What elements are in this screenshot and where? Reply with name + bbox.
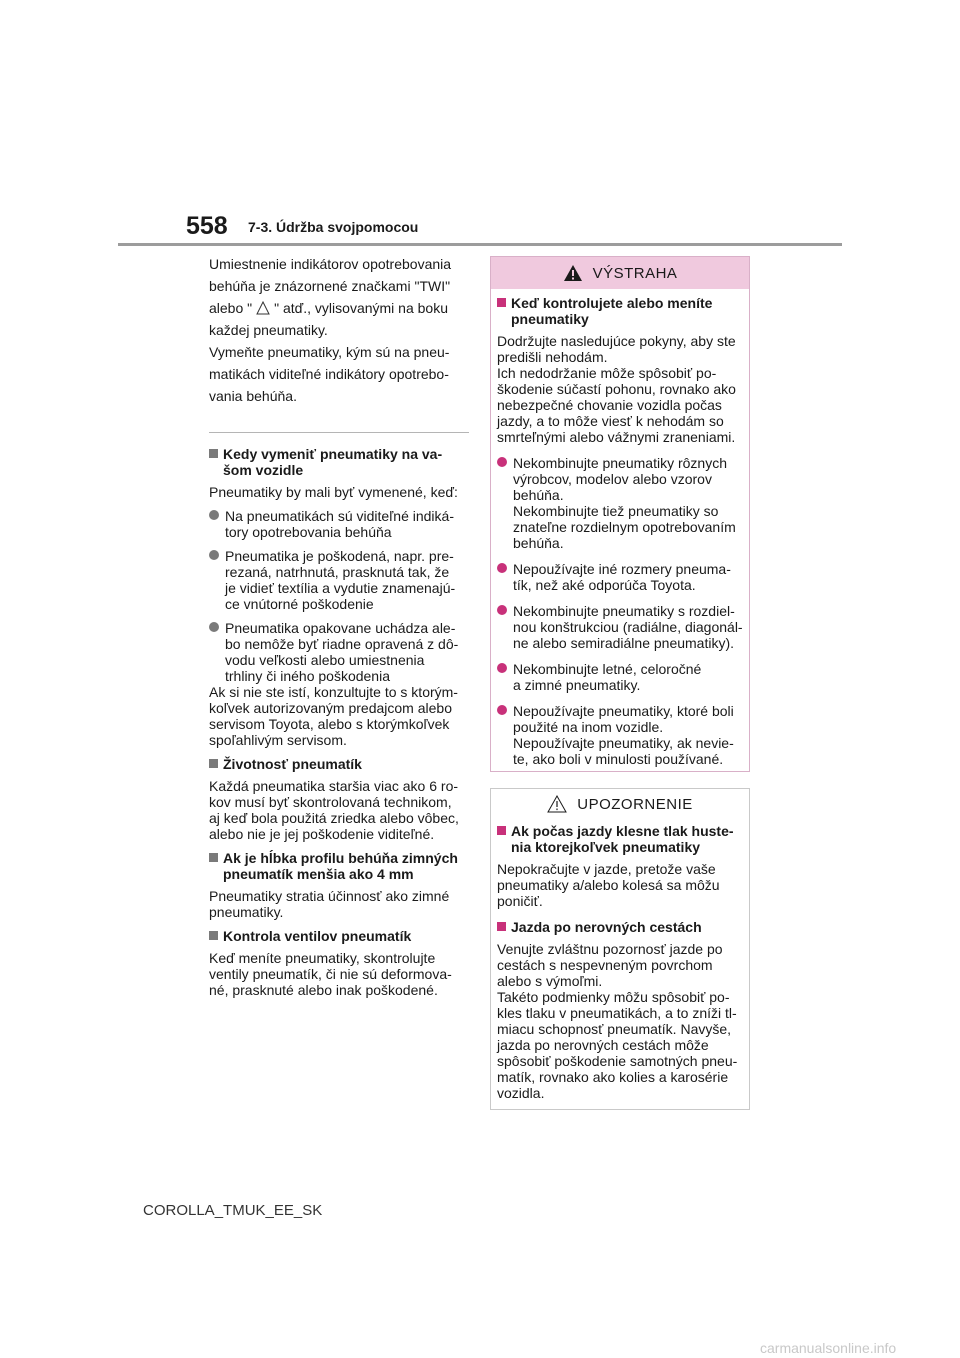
paragraph: Venujte zvláštnu pozornosť jazde po cestách s nespevneným povrchom alebo s výmoľmi. Takéto podmienky môžu spôsobiť po- kles tlaku v pneumatikách, a to zníži tl- miacu schopnosť pneumatík. Navyše, jazda po nerovných cestách môže spôsobiť poškodenie samotných pneu- matík, rovnako ako kolies a karosérie vozidla. [497, 941, 738, 1101]
heading-text: Kedy vymeniť pneumatiky na va- šom vozidle [223, 446, 443, 478]
intro-line: behúňa je znázornené značkami "TWI" [209, 278, 451, 294]
square-bullet-icon [497, 922, 506, 931]
warning-title: VÝSTRAHA [592, 264, 678, 282]
circle-bullet-icon [497, 663, 507, 673]
square-bullet-icon [497, 826, 506, 835]
list-item-text: Na pneumatikách sú viditeľné indiká- tory opotrebovania behúňa [225, 508, 454, 540]
list-item-text: Nekombinujte pneumatiky rôznych výrobcov, modelov alebo vzorov behúňa. Nekombinujte tiež pneumatiky so znateľne rozdielnym opotrebovaním behúňa. [513, 455, 736, 551]
heading-text: Životnosť pneumatík [223, 756, 362, 772]
warning-heading [497, 295, 744, 327]
paragraph: Pneumatiky stratia účinnosť ako zimné pneumatiky. [209, 888, 450, 920]
list-item-text: Nekombinujte letné, celoročné a zimné pneumatiky. [513, 661, 702, 693]
square-bullet-icon [209, 759, 218, 768]
page-number: 558 [186, 212, 228, 240]
warning-body [491, 289, 749, 767]
header-divider [118, 243, 842, 246]
section-heading [209, 850, 471, 882]
list-item [497, 455, 744, 551]
paragraph: Ak si nie ste istí, konzultujte to s ktorým- koľvek autorizovaným predajcom alebo servisom Toyota, alebo s ktorýmkoľvek spoľahlivým servisom. [209, 684, 458, 748]
paragraph: Pneumatiky by mali byť vymenené, keď: [209, 484, 458, 500]
list-item [497, 603, 744, 651]
intro-text: " atď., vylisovanými na boku [274, 300, 448, 316]
notice-box [490, 788, 750, 1110]
paragraph: Nepokračujte v jazde, pretože vaše pneumatiky a/alebo kolesá sa môžu poničiť. [497, 861, 720, 909]
intro-line: každej pneumatiky. [209, 322, 328, 338]
section-heading [209, 756, 471, 772]
list-item [497, 703, 744, 767]
intro-line: matikách viditeľné indikátory opotrebo- [209, 366, 449, 382]
list-item-text: Pneumatika opakovane uchádza ale- bo nemôže byť riadne opravená z dô- vodu veľkosti alebo umiestnenia trhliny či iného poškodenia [225, 620, 459, 684]
intro-text: alebo " [209, 300, 253, 316]
list-item [497, 661, 744, 693]
list-item-text: Pneumatika je poškodená, napr. pre- rezaná, natrhnutá, prasknutá tak, že je vidieť textília a vydutie znamenajú- ce vnútorné poškodenie [225, 548, 456, 612]
square-bullet-icon [497, 298, 506, 307]
warning-box [490, 256, 750, 772]
list-item-text: Nepoužívajte iné rozmery pneuma- tík, než aké odporúča Toyota. [513, 561, 731, 593]
circle-bullet-icon [209, 510, 219, 520]
list-item [209, 508, 471, 540]
list-item [209, 548, 471, 612]
list-item-text: Nekombinujte pneumatiky s rozdiel- nou konštrukciou (radiálne, diagonál- ne alebo semiradiálne pneumatiky). [513, 603, 743, 651]
watermark: carmanualsonline.info [760, 1340, 897, 1356]
square-bullet-icon [209, 853, 218, 862]
list-item-text: Nepoužívajte pneumatiky, ktoré boli použité na inom vozidle. Nepoužívajte pneumatiky, ak nevie- te, ako boli v minulosti používané. [513, 703, 734, 767]
warning-title-bar [491, 257, 749, 289]
notice-heading [497, 919, 744, 935]
section-heading [209, 446, 471, 478]
paragraph: Keď meníte pneumatiky, skontrolujte ventily pneumatík, či nie sú deformova- né, prasknuté alebo inak poškodené. [209, 950, 452, 998]
notice-heading [497, 823, 744, 855]
circle-bullet-icon [497, 457, 507, 467]
paragraph: Každá pneumatika staršia viac ako 6 ro- kov musí byť skontrolovaná technikom, aj keď bola použitá zriedka alebo vôbec, alebo nie je jej poškodenie viditeľné. [209, 778, 459, 842]
chapter-title: 7-3. Údržba svojpomocou [248, 219, 419, 235]
circle-bullet-icon [497, 605, 507, 615]
list-item [497, 561, 744, 593]
intro-line: Vymeňte pneumatiky, kým sú na pneu- [209, 344, 450, 360]
caution-triangle-icon [547, 795, 567, 813]
square-bullet-icon [209, 931, 218, 940]
heading-text: Kontrola ventilov pneumatík [223, 928, 412, 944]
circle-bullet-icon [209, 550, 219, 560]
notice-title-bar [491, 789, 749, 819]
circle-bullet-icon [497, 563, 507, 573]
intro-line: Umiestnenie indikátorov opotrebovania [209, 256, 452, 272]
section-divider [209, 432, 469, 433]
circle-bullet-icon [497, 705, 507, 715]
triangle-mark-icon [256, 301, 270, 315]
notice-title: UPOZORNENIE [577, 795, 693, 813]
intro-line: vania behúňa. [209, 388, 297, 404]
warning-triangle-icon [563, 264, 583, 282]
list-item [209, 620, 471, 684]
paragraph: Dodržujte nasledujúce pokyny, aby ste predišli nehodám. Ich nedodržanie môže spôsobiť po- škodenie súčastí pohonu, rovnako ako nebezpečné chovanie vozidla počas jazdy, a to môže viesť k nehodám so smrteľnými alebo vážnymi zraneniami. [497, 333, 736, 445]
circle-bullet-icon [209, 622, 219, 632]
intro-paragraph [209, 253, 471, 407]
heading-text: Jazda po nerovných cestách [511, 919, 702, 935]
square-bullet-icon [209, 449, 218, 458]
heading-text: Ak počas jazdy klesne tlak huste- nia ktorejkoľvek pneumatiky [511, 823, 734, 855]
left-column [209, 253, 471, 998]
notice-body [491, 819, 749, 1101]
heading-text: Keď kontrolujete alebo meníte pneumatiky [511, 295, 713, 327]
document-code: COROLLA_TMUK_EE_SK [143, 1202, 323, 1219]
heading-text: Ak je hĺbka profilu behúňa zimných pneumatík menšia ako 4 mm [223, 850, 458, 882]
intro-line-with-icon [209, 297, 471, 319]
section-heading [209, 928, 471, 944]
